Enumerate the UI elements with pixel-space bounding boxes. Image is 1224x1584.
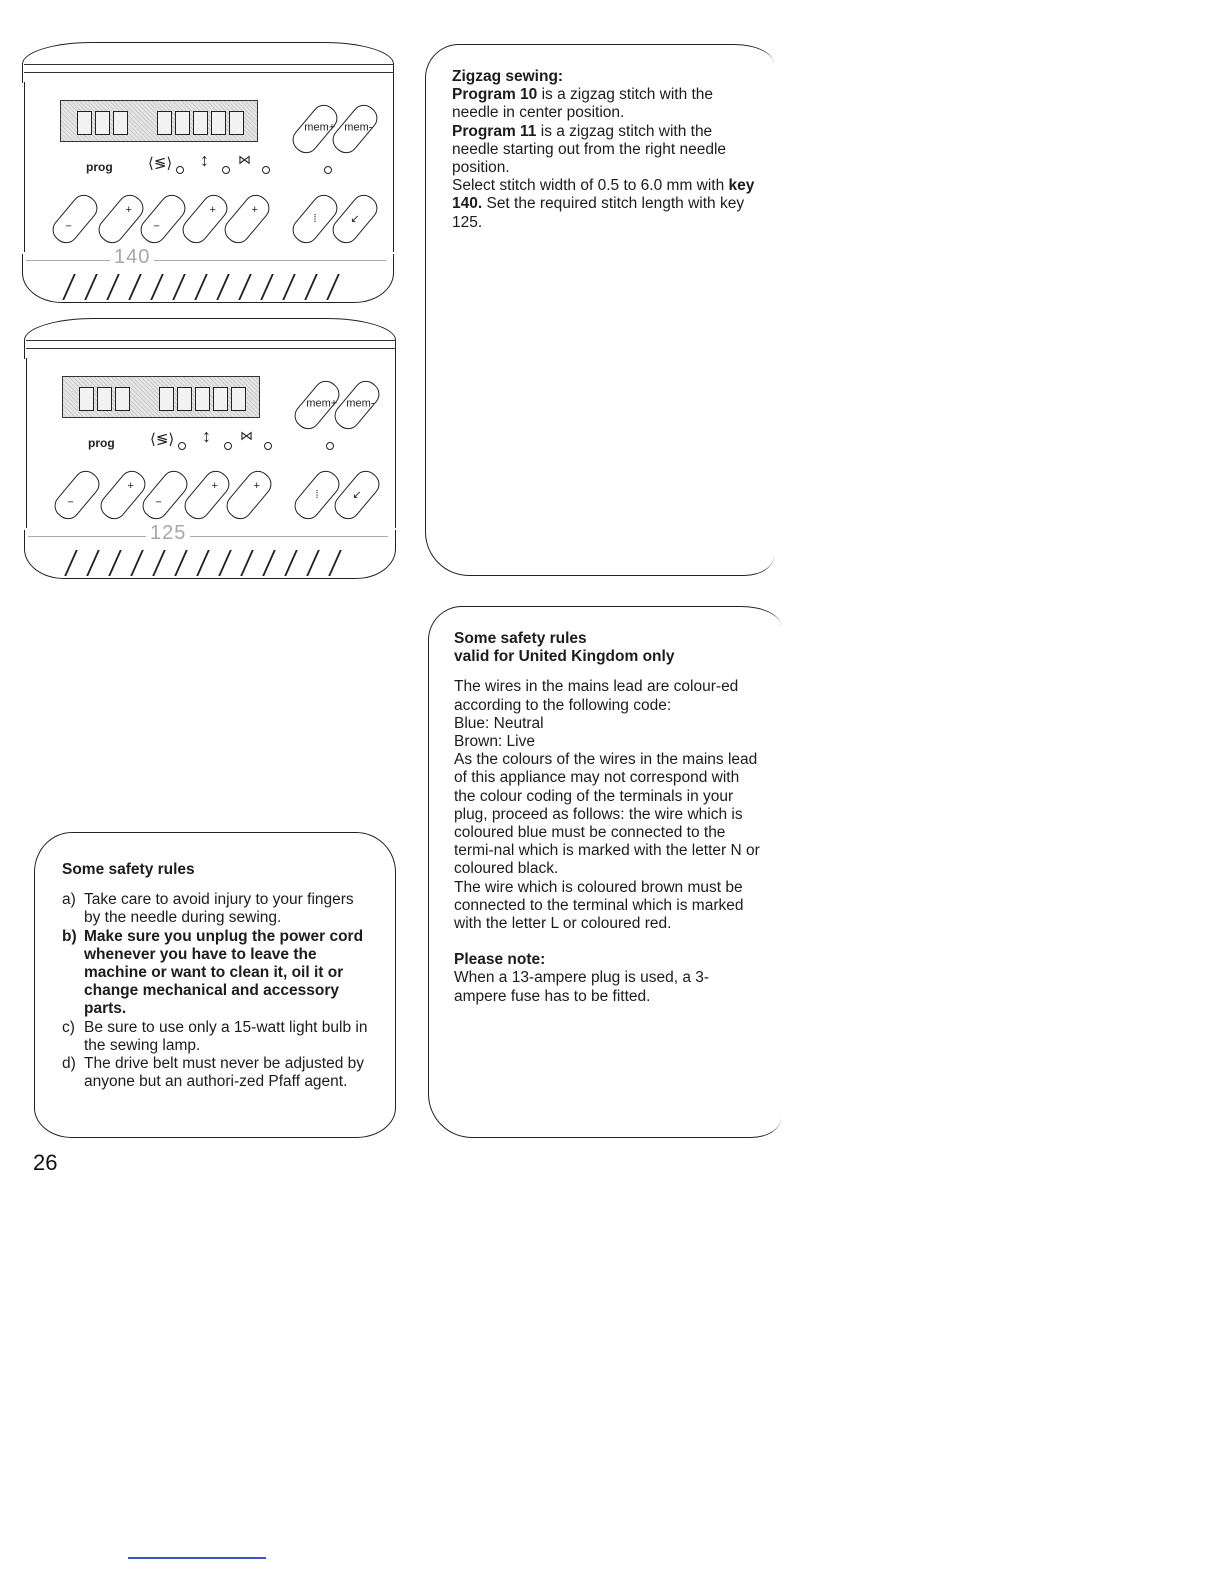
indicator-led [262, 166, 270, 174]
indicator-led [176, 166, 184, 174]
plus-button[interactable]: + [180, 466, 235, 524]
list-item: a) Take care to avoid injury to your fingers by the needle during sewing. [62, 891, 354, 927]
stitch-width-paragraph: Select stitch width of 0.5 to 6.0 mm with key 140. Set the required stitch length with key 125. [452, 177, 755, 231]
plus-button[interactable]: + [96, 466, 151, 524]
panel-rail [24, 64, 394, 65]
list-item: c) Be sure to use only a 15-watt light bulb in the sewing lamp. [62, 1018, 368, 1054]
uk-safety-rules-text [454, 630, 760, 1006]
uk-body-1: As the colours of the wires in the mains lead of this appliance may not correspond with the colour coding of the terminals in your plug, proceed as follows: the wire which is coloured blue must be connected to the termi-nal which is marked with the letter N or coloured black. [454, 751, 760, 878]
minus-button[interactable]: − [136, 190, 191, 248]
panel-rail [26, 340, 396, 341]
indicator-led [224, 442, 232, 450]
needle-position-icon: ↕ [200, 150, 209, 170]
panel-bottom-edge [22, 254, 394, 303]
panel-top-edge [22, 42, 394, 83]
bottom-rule [128, 1557, 266, 1559]
pattern-end-icon: ⋈ [238, 152, 251, 167]
indicator-led [222, 166, 230, 174]
zigzag-heading: Zigzag sewing: [452, 68, 564, 85]
plus-button[interactable]: + [94, 190, 149, 248]
zigzag-sewing-text [452, 68, 762, 232]
stitch-width-button[interactable]: + [220, 190, 275, 248]
note-heading: Please note: [454, 951, 546, 969]
safety-rules-text [62, 861, 368, 1091]
pattern-end-icon: ⋈ [240, 428, 253, 443]
panel-rail [26, 348, 396, 349]
zigzag-stitch-icon: ⟨≶⟩ [150, 431, 175, 448]
uk-intro: The wires in the mains lead are colour-ed according to the following code: [454, 678, 739, 714]
page-number: 26 [33, 1150, 58, 1175]
stitch-length-button[interactable]: − [138, 466, 193, 524]
mem-plus-button[interactable]: mem+ [288, 100, 343, 158]
minus-button[interactable]: − [48, 190, 103, 248]
needle-position-icon: ↕ [202, 426, 211, 446]
prog-label: prog [88, 436, 115, 450]
uk-brown-code: Brown: Live [454, 733, 535, 751]
note-text: When a 13-ampere plug is used, a 3-ampere fuse has to be fitted. [454, 969, 710, 1005]
tie-off-button[interactable]: ⁞ [290, 466, 345, 524]
list-item: b) Make sure you unplug the power cord whenever you have to leave the machine or want to clean it, oil it or change mechanical and accessory parts. [62, 927, 364, 1018]
indicator-led [178, 442, 186, 450]
key-callout-140: 140 [110, 246, 154, 269]
key-callout-125: 125 [146, 522, 190, 545]
indicator-led [264, 442, 272, 450]
zigzag-stitch-icon: ⟨≶⟩ [148, 155, 173, 172]
control-panel-illustration-140 [22, 42, 394, 306]
reverse-button[interactable]: ↙ [328, 190, 383, 248]
plus-button[interactable]: + [222, 466, 277, 524]
panel-top-edge [24, 318, 396, 359]
panel-rail [24, 72, 394, 73]
prog-label: prog [86, 160, 113, 174]
uk-heading: Some safety rules [454, 630, 587, 647]
indicator-led [324, 166, 332, 174]
mem-plus-button[interactable]: mem+ [290, 376, 345, 434]
control-panel-illustration-125 [24, 318, 396, 582]
reverse-button[interactable]: ↙ [330, 466, 385, 524]
program-10-paragraph: Program 10 is a zigzag stitch with the needle in center position. [452, 86, 714, 122]
tie-off-button[interactable]: ⁞ [288, 190, 343, 248]
stitch-display [62, 376, 260, 418]
indicator-led [326, 442, 334, 450]
plus-button[interactable]: + [178, 190, 233, 248]
list-item: d) The drive belt must never be adjusted by anyone but an authori-zed Pfaff agent. [62, 1055, 365, 1091]
uk-body-2: The wire which is coloured brown must be connected to the terminal which is marked with the letter L or coloured red. [454, 878, 744, 933]
panel-bottom-edge [24, 530, 396, 579]
uk-subheading: valid for United Kingdom only [454, 648, 675, 666]
mem-minus-button[interactable]: mem- [328, 100, 383, 158]
program-11-paragraph: Program 11 is a zigzag stitch with the needle starting out from the right needle position. [452, 122, 727, 177]
uk-blue-code: Blue: Neutral [454, 714, 544, 732]
stitch-display [60, 100, 258, 142]
minus-button[interactable]: − [50, 466, 105, 524]
mem-minus-button[interactable]: mem- [330, 376, 385, 434]
safety-heading: Some safety rules [62, 861, 195, 878]
